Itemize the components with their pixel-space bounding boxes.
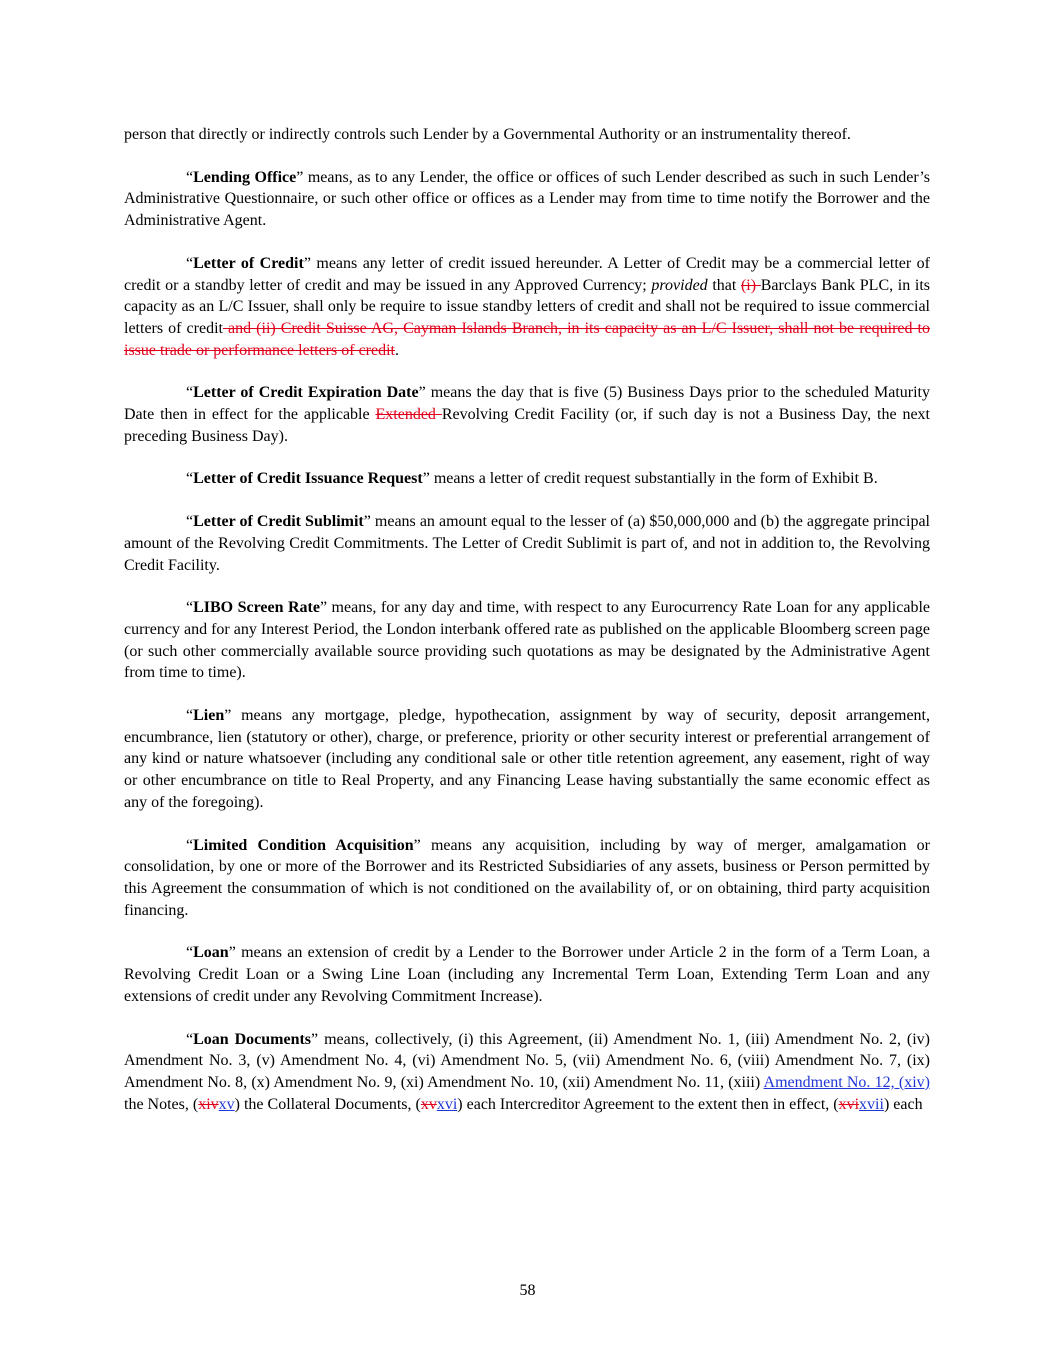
italic-text: provided — [651, 276, 708, 294]
defined-term: Letter of Credit Sublimit — [193, 513, 364, 531]
body-text: . — [394, 341, 399, 359]
body-text: “ — [186, 1030, 194, 1048]
body-text: ” means a letter of credit request substantially in the form of Exhibit B. — [422, 470, 878, 488]
defined-term: LIBO Screen Rate — [193, 599, 320, 617]
paragraph-lending-office — [124, 167, 930, 232]
paragraph-loan — [124, 942, 930, 1007]
paragraph-loan-documents — [124, 1029, 930, 1116]
defined-term: Letter of Credit Expiration Date — [193, 384, 419, 402]
body-text: ” means, collectively, (i) this Agreement, (ii) Amendment No. 1, (iii) Amendment No. 2, (iv) Amendment No. 3, (v) Amendment No. 4, (vi) Amendment No. 5, (vii) Amendment No. 6, (viii) Amendment No. 7, (ix) Amendment No. 8, (x) Amendment No. 9, (xi) Amendment No. 10, (xii) Amendment No. 11, (xiii) — [124, 1030, 931, 1091]
deleted-text: xvi — [838, 1095, 860, 1113]
body-text: “ — [186, 470, 194, 488]
defined-term: Loan — [193, 944, 229, 962]
body-text: ” means an extension of credit by a Lender to the Borrower under Article 2 in the form of a Term Loan, a Revolving Credit Loan or a Swing Line Loan (including any Incremental Term Loan, Extending Term Loan and any extensions of credit under any Revolving Commitment Increase). — [124, 944, 930, 1005]
paragraph-lien — [124, 705, 930, 814]
document-body — [124, 124, 930, 1136]
body-text: the Notes, ( — [124, 1095, 199, 1113]
body-text: ) each — [883, 1095, 923, 1113]
body-text: person that directly or indirectly controls such Lender by a Governmental Authority or an instrumentality thereof. — [124, 126, 851, 143]
inserted-text: xvi — [436, 1095, 458, 1113]
body-text: ” means any acquisition, including by way of merger, amalgamation or consolidation, by one or more of the Borrower and its Restricted Subsidiaries of any assets, business or Person permitted by this Agreement the consummation of which is not conditioned on the availability of, or on obtaining, third party acquisition financing. — [124, 836, 931, 919]
paragraph-cont — [124, 124, 930, 146]
body-text: “ — [186, 944, 194, 962]
paragraph-limited-condition-acquisition — [124, 835, 930, 922]
deleted-text: xiv — [198, 1095, 219, 1113]
body-text: “ — [186, 513, 194, 531]
defined-term: Lending Office — [193, 168, 297, 186]
defined-term: Letter of Credit Issuance Request — [193, 470, 423, 488]
inserted-text: xvii — [859, 1095, 884, 1113]
defined-term: Lien — [193, 707, 225, 725]
deleted-text: and (ii) Credit Suisse AG, Cayman Islands Branch, in its capacity as an L/C Issuer, shall not be required to issue trade or performance letters of credit — [124, 319, 931, 359]
body-text: “ — [186, 836, 194, 854]
deleted-text: (i) — [740, 276, 761, 294]
defined-term: Letter of Credit — [193, 254, 304, 272]
body-text: Barclays Bank PLC, in its capacity as an L/C Issuer, shall only be require to issue standby letters of credit and shall not be required to issue commercial letters of credit — [124, 276, 930, 337]
paragraph-libo-screen-rate — [124, 597, 930, 684]
body-text: “ — [186, 384, 194, 402]
body-text: ) the Collateral Documents, ( — [234, 1095, 421, 1113]
body-text: “ — [186, 599, 194, 617]
body-text: Revolving Credit Facility (or, if such day is not a Business Day, the next preceding Business Day). — [124, 406, 931, 445]
inserted-text: Amendment No. 12, (xiv) — [763, 1073, 931, 1091]
body-text: “ — [186, 707, 194, 725]
body-text: ” means an amount equal to the lesser of (a) $50,000,000 and (b) the aggregate principal amount of the Revolving Credit Commitments. The Letter of Credit Sublimit is part of, and not in addition to, the Revolving Credit Facility. — [124, 513, 931, 574]
body-text: ” means, for any day and time, with respect to any Eurocurrency Rate Loan for any applicable currency and for any Interest Period, the London interbank offered rate as published on the applicable Bloomberg screen page (or such other commercially available source providing such quotations as may be designated by the Administrative Agent from time to time). — [124, 599, 930, 682]
paragraph-loc-issuance-request — [124, 468, 930, 490]
body-text: that — [707, 276, 741, 294]
body-text: ) each Intercreditor Agreement to the extent then in effect, ( — [457, 1095, 839, 1113]
defined-term: Limited Condition Acquisition — [193, 836, 414, 854]
defined-term: Loan Documents — [193, 1030, 312, 1048]
body-text: ” means any mortgage, pledge, hypothecation, assignment by way of security, deposit arrangement, encumbrance, lien (statutory or other), charge, or preference, priority or other security interest or preferential arrangement of any kind or nature whatsoever (including any conditional sale or other title retention agreement, any easement, right of way or other encumbrance on title to Real Property, and any Financing Lease having substantially the same economic effect as any of the foregoing). — [124, 707, 930, 811]
paragraph-letter-of-credit — [124, 253, 930, 362]
page-number: 58 — [519, 1282, 536, 1299]
inserted-text: xv — [218, 1095, 235, 1113]
paragraph-loc-sublimit — [124, 511, 930, 576]
body-text: “ — [186, 254, 194, 272]
deleted-text: xv — [420, 1095, 437, 1113]
body-text: “ — [186, 168, 194, 186]
body-text: ” means, as to any Lender, the office or offices of such Lender described as such in such Lender’s Administrative Questionnaire, or such other office or offices as a Lender may from time to time notify the Borrower and the Administrative Agent. — [124, 168, 930, 230]
body-text: ” means the day that is five (5) Business Days prior to the scheduled Maturity Date then in effect for the applicable — [124, 384, 930, 424]
paragraph-loc-expiration-date — [124, 382, 930, 447]
deleted-text: Extended — [375, 406, 442, 424]
body-text: ” means any letter of credit issued hereunder. A Letter of Credit may be a commercial letter of credit or a standby letter of credit and may be issued in any Approved Currency; — [124, 254, 931, 294]
